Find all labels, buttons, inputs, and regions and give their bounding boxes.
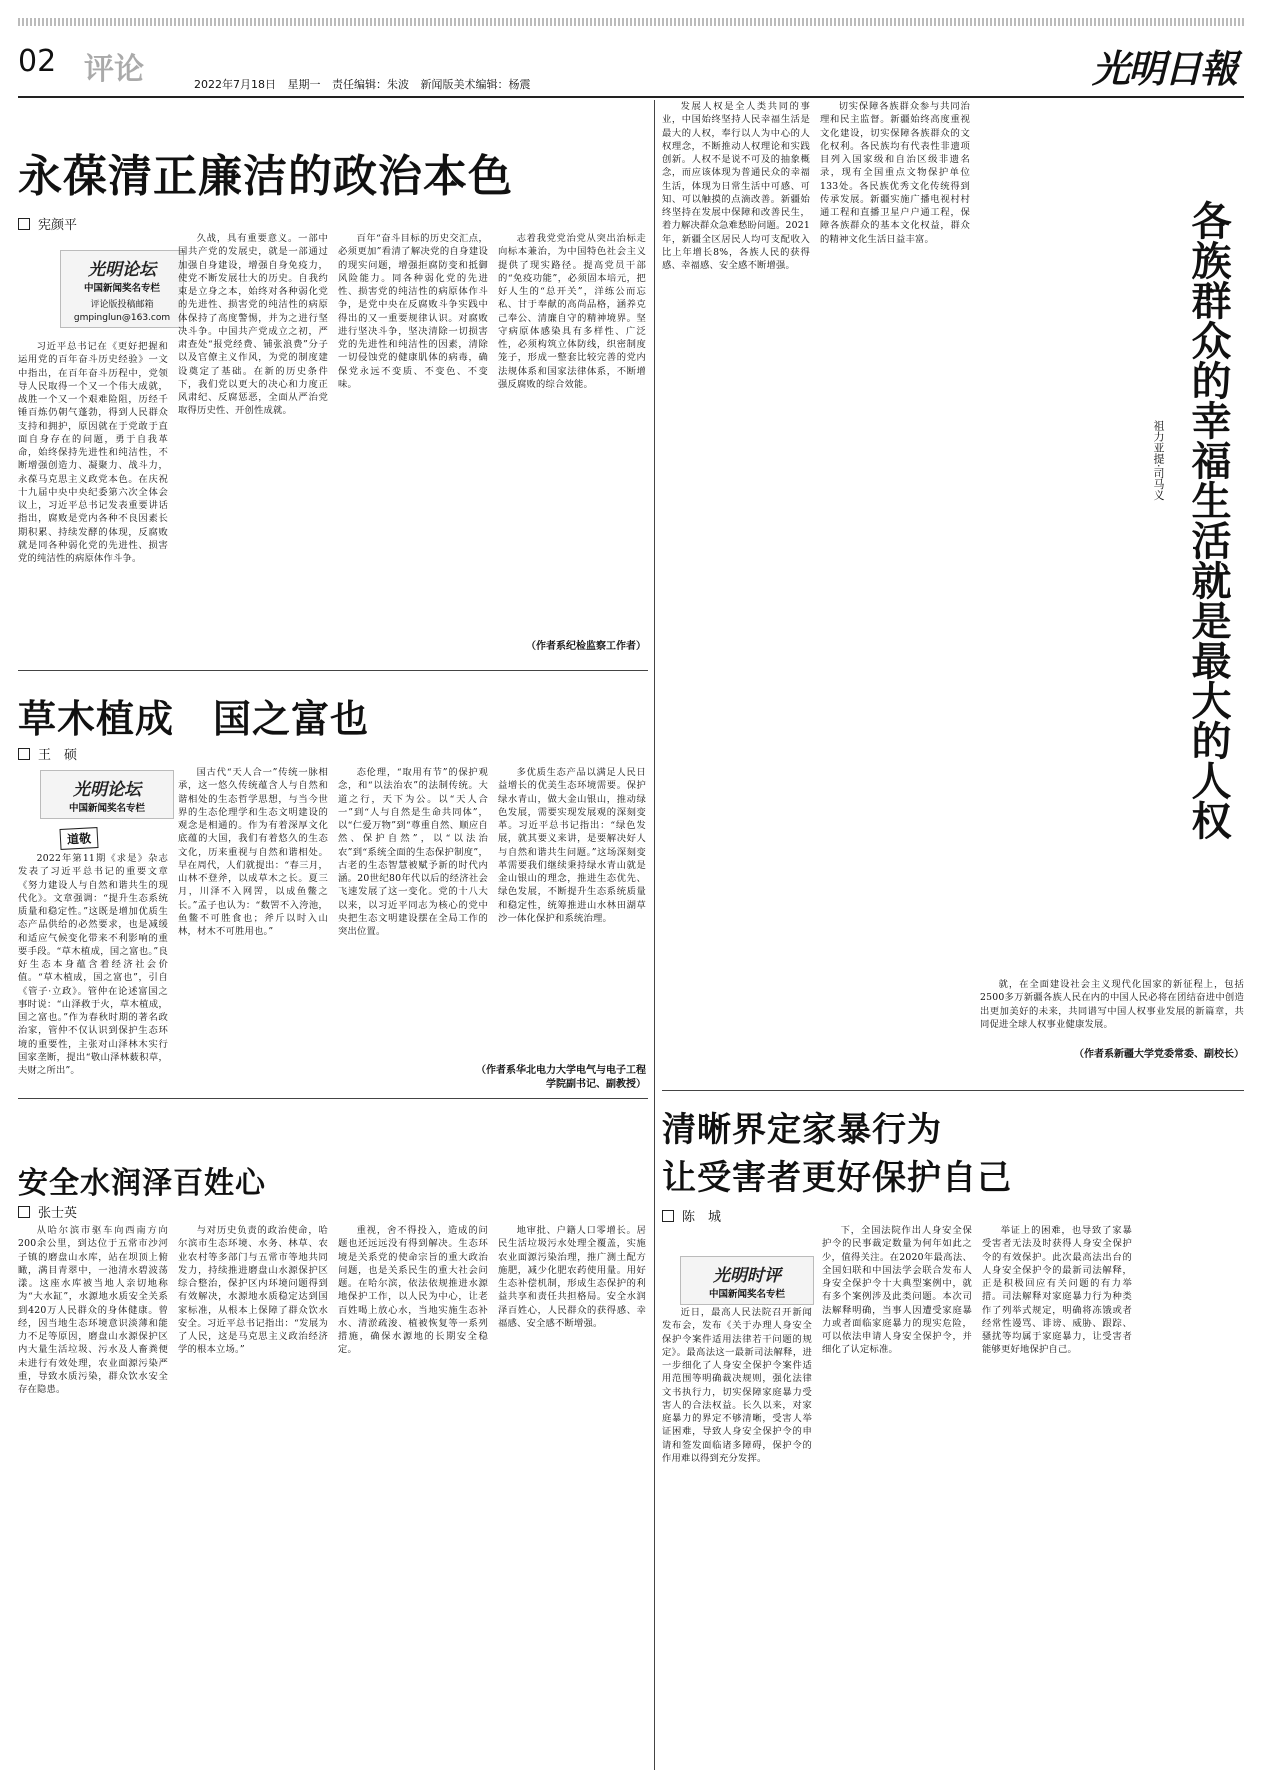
forum-email-label: 评论版投稿邮箱 bbox=[90, 300, 154, 310]
header-rule bbox=[18, 96, 1244, 98]
commentary-box bbox=[680, 1256, 814, 1305]
article4-col2: 切实保障各族群众参与共同治理和民主监督。新疆始终高度重视文化建设，切实保障各族群众的文化权利。各民族均有代表性非遗项目列入国家级和自治区级非遗名录，现有全国重点文物保护单位133处。各民族优秀文化传统得到传承发展。新疆实施广播电视村村通工程和直播卫星户户通工程，保障各族群众的基本文化权益，群众的精神文化生活日益丰富。 bbox=[820, 101, 970, 245]
center-vertical-rule bbox=[654, 100, 655, 1770]
art-editor: 新闻版美术编辑：杨震 bbox=[420, 78, 531, 91]
issue-date: 2022年7月18日 bbox=[194, 78, 276, 91]
forum-box-2 bbox=[40, 770, 174, 819]
section-title: 评论 bbox=[84, 52, 144, 87]
divider-a1 bbox=[18, 670, 648, 671]
article3-headline: 安全水润泽百姓心 bbox=[18, 1166, 266, 1201]
article4-col3: 就，在全面建设社会主义现代化国家的新征程上，包括2500多万新疆各族人民在内的中国人民必将在团结奋进中创造出更加美好的未来，共同谱写中国人权事业发展的新篇章，共同促进全球人权事业健康发展。 bbox=[980, 979, 1244, 1030]
article1-col2: 久战，具有重要意义。一部中国共产党的发展史，就是一部通过加强自身建设，增强自身免疫力，使党不断发展壮大的历史。自我约束是立身之本，始终对各种弱化党的先进性、损害党的纯洁性的病原体保持了高度警惕，并为之进行坚决斗争。中国共产党成立之初，严肃查处“报党经费、铺张浪费”分子以及官僚主义作风，为党的制度建设奠定了基础。在新的历史条件下，我们党以更大的决心和力度正风肃纪、反腐惩恶，全面从严治党取得历史性、开创性成就。 bbox=[178, 233, 328, 417]
forum-subtitle: 中国新闻奖名专栏 bbox=[68, 803, 145, 814]
article2-headline: 草木植成 国之富也 bbox=[18, 697, 370, 741]
article1-byline: （作者系纪检监察工作者） bbox=[526, 641, 646, 652]
article5-headline-line2: 让受害者更好保护自己 bbox=[662, 1158, 1012, 1198]
article2-col1: 2022年第11期《求是》杂志发表了习近平总书记的重要文章《努力建设人与自然和谐共生的现代化》。文章强调：“提升生态系统质量和稳定性。”这既是增加优质生态产品供给的必然要求，也是减缓和适应气候变化带来不利影响的重要手段。“草木植成，国之富也。”良好生态本身蕴含着经济社会价值。“草木植成，国之富也”，引自《管子·立政》。管仲在论述富国之事时说：“山泽救于火，草木植成，国之富也。”作为春秋时期的著名政治家，管仲不仅认识到保护生态环境的重要性，主张对山泽林木实行国家垄断，提出“敬山泽林薮积草，夫财之所出”。 bbox=[18, 853, 168, 1076]
article5-headline-line1: 清晰界定家暴行为 bbox=[662, 1110, 942, 1150]
forum-subtitle: 中国新闻奖名专栏 bbox=[83, 283, 160, 294]
divider-a2 bbox=[18, 1098, 648, 1099]
article2-byline: （作者系华北电力大学电气与电子工程学院副书记、副教授） bbox=[476, 1065, 646, 1090]
commentary-title: 光明时评 bbox=[713, 1266, 781, 1286]
forum-box-1 bbox=[60, 250, 184, 328]
article3-col1: 从哈尔滨市驱车向西南方向200余公里，到达位于五常市沙河子镇的磨盘山水库，站在坝顶上俯瞰，满目青翠中，一池清水碧波荡漾。这座水库被当地人亲切地称为“大水缸”，水源地水质安全关系到420万人民群众的身体健康。曾经，因当地生态环境意识淡薄和能力不足等原因，磨盘山水源保护区内大量生活垃圾、污水及人畜粪便未进行有效处理，农业面源污染严重，导致水质污染，群众饮水安全存在隐患。 bbox=[18, 1225, 168, 1395]
forum-email: gmpinglun@163.com bbox=[73, 313, 171, 323]
article2-col2: 国古代“天人合一”传统一脉相承，这一悠久传统蕴含人与自然和谐相处的生态哲学思想，与当今世界的生态伦理学和生态文明建设的观念是相通的。作为有着深厚文化底蕴的大国，我们有着悠久的生态文化，历来重视与自然和谐相处。早在周代，人们就提出：“春三月，山林不登斧，以成草木之长。夏三月，川泽不入网罟，以成鱼鳖之长。”孟子也认为：“数罟不入洿池，鱼鳖不可胜食也；斧斤以时入山林，材木不可胜用也。” bbox=[178, 767, 328, 937]
newspaper-masthead: 光明日報 bbox=[1092, 46, 1237, 91]
responsible-editor: 责任编辑：朱波 bbox=[332, 78, 409, 91]
forum-title: 光明论坛 bbox=[88, 260, 156, 280]
article3-col4: 地审批、户籍人口零增长。居民生活垃圾污水处理全覆盖，实施农业面源污染治理，推广测土配方施肥，减少化肥农药使用量。用好生态补偿机制，形成生态保护的利益共享和责任共担格局。安全水润泽百姓心，人民群众的获得感、幸福感、安全感不断增强。 bbox=[498, 1225, 646, 1329]
article3-col2: 与对历史负责的政治使命，哈尔滨市生态环境、水务、林草、农业农村等多部门与五常市等地共同发力，持续推进磨盘山水源保护区综合整治，保护区内环境问题得到有效解决，水源地水质稳定达到国家标准，从根本上保障了群众饮水安全。习近平总书记指出：“发展为了人民，这是马克思主义政治经济学的根本立场。” bbox=[178, 1225, 328, 1356]
article3-author: 张士英 bbox=[18, 1202, 77, 1221]
top-pattern-bar bbox=[18, 18, 1244, 26]
article1-col3: 百年“奋斗目标的历史交汇点，必须更加”看清了解决党的自身建设的现实问题，增强拒腐防变和抵御风险能力。同各种弱化党的先进性、损害党的纯洁性的病原体作斗争，是党中央在反腐败斗争实践中得出的又一重要规律认识。对腐败进行坚决斗争，坚决清除一切损害党的先进性和纯洁性的因素，清除一切侵蚀党的健康肌体的病毒，确保党永远不变质、不变色、不变味。 bbox=[338, 233, 488, 390]
commentary-subtitle: 中国新闻奖名专栏 bbox=[708, 1289, 785, 1300]
divider-a4 bbox=[662, 1090, 1244, 1091]
article5-author: 陈 城 bbox=[662, 1206, 721, 1225]
article1-author: 宪颜平 bbox=[18, 214, 77, 233]
article2-stamp: 道敬 bbox=[60, 828, 98, 849]
article5-col3: 举证上的困难，也导致了家暴受害者无法及时获得人身安全保护令的有效保护。此次最高法出台的人身安全保护令的最新司法解释，正是积极回应有关问题的有力举措。司法解释对家庭暴力行为种类作了列举式规定，明确将冻饿或者经常性谩骂、诽谤、威胁、跟踪、骚扰等均属于家庭暴力，让受害者能够更好地保护自己。 bbox=[982, 1225, 1132, 1356]
article1-col4: 志着我党党治党从突出治标走向标本兼治，为中国特色社会主义提供了现实路径。提高党员干部的“免疫功能”，必须固本培元，把好人生的“总开关”，洋练公而忘私、甘于奉献的高尚品格，涵养克己奉公、清廉自守的精神境界。坚守病原体感染具有多样性、广泛性，必须构筑立体防线，织密制度笼子，形成一整套比较完善的党内法规体系和国家法律体系，不断增强反腐败的综合效能。 bbox=[498, 233, 646, 390]
forum-title: 光明论坛 bbox=[73, 780, 141, 800]
header-info bbox=[194, 76, 539, 92]
article4-headline: 各族群众的幸福生活就是最大的人权 bbox=[1185, 200, 1231, 840]
article5-col1: 近日，最高人民法院召开新闻发布会，发布《关于办理人身安全保护令案件适用法律若干问题的规定》。最高法这一最新司法解释，进一步细化了人身安全保护令案件适用范围等明确裁决规则，强化法律文书执行力，切实保障家庭暴力受害人的合法权益。长久以来，对家庭暴力的界定不够清晰，受害人举证困难，导致人身安全保护令的申请和签发面临诸多障碍，保护令的作用难以得到充分发挥。 bbox=[662, 1307, 812, 1464]
article1-col1: 习近平总书记在《更好把握和运用党的百年奋斗历史经验》一文中指出，在百年奋斗历程中，党领导人民取得一个又一个伟大成就，战胜一个又一个艰难险阻，历经千锤百炼仍朝气蓬勃，得到人民群众支持和拥护，原因就在于党敢于直面自身存在的问题，勇于自我革命，始终保持先进性和纯洁性，不断增强创造力、凝聚力、战斗力，永葆马克思主义政党本色。在庆祝十九届中央中央纪委第六次全体会议上，习近平总书记发表重要讲话指出，腐败是党内各种不良因素长期积累、持续发酵的体现，反腐败就是同各种弱化党的先进性、损害党的纯洁性的病原体作斗争。 bbox=[18, 341, 168, 564]
article2-col3: 态伦理，“取用有节”的保护观念，和“以法治农”的法制传统。大道之行，天下为公。以“天人合一”到“人与自然是生命共同体”，以“仁爱万物”到“尊重自然、顺应自然、保护自然”，以“以法治农”到“系统全面的生态保护制度”，古老的生态智慧被赋予新的时代内涵。20世纪80年代以后的经济社会飞速发展了这一变化。党的十八大以来，以习近平同志为核心的党中央把生态文明建设摆在全局工作的突出位置。 bbox=[338, 767, 488, 937]
article4-col1: 发展人权是全人类共同的事业，中国始终坚持人民幸福生活是最大的人权，奉行以人为中心的人权理念，不断推动人权理论和实践创新。人权不是说不可及的抽象概念，而应该体现为普通民众的幸福生活，体现为日常生活中可感、可知、可以触摸的点滴改善。新疆始终坚持在发展中保障和改善民生，着力解决群众急难愁盼问题。2021年，新疆全区居民人均可支配收入比上年增长8%，各族人民的获得感、幸福感、安全感不断增强。 bbox=[662, 101, 810, 271]
article4-byline: （作者系新疆大学党委常委、副校长） bbox=[1074, 1049, 1244, 1060]
article3-col3: 重视，舍不得投入，造成的问题也还远远没有得到解决。生态环境是关系党的使命宗旨的重大政治问题，也是关系民生的重大社会问题。在哈尔滨，依法依规推进水源地保护工作，以人民为中心，让老百姓喝上放心水，当地实施生态补水、清淤疏浚、植被恢复等一系列措施，确保水源地的长期安全稳定。 bbox=[338, 1225, 488, 1356]
article5-col2: 下，全国法院作出人身安全保护令的民事裁定数量为何年如此之少，值得关注。在2020年最高法、全国妇联和中国法学会联合发布人身安全保护令十大典型案例中，就有多个案例涉及此类问题。本次司法解释明确，当事人因遭受家庭暴力或者面临家庭暴力的现实危险，可以依法申请人身安全保护令，并细化了认定标准。 bbox=[822, 1225, 972, 1356]
article2-col4: 多优质生态产品以满足人民日益增长的优美生态环境需要。保护绿水青山，做大金山银山，推动绿色发展，需要实现发展观的深刻变革。习近平总书记指出：“绿色发展，就其要义来讲，是要解决好人与自然和谐共生问题。”这场深刻变革需要我们继续秉持绿水青山就是金山银山的理念，推进生态优先、绿色发展，不断提升生态系统质量和稳定性，统筹推进山水林田湖草沙一体化保护和系统治理。 bbox=[498, 767, 646, 924]
article2-author: 王 硕 bbox=[18, 744, 77, 763]
page-number: 02 bbox=[18, 44, 57, 79]
issue-weekday: 星期一 bbox=[287, 78, 321, 91]
article4-author: 祖力亚提·司马义 bbox=[1152, 420, 1165, 501]
article1-headline: 永葆清正廉洁的政治本色 bbox=[18, 151, 513, 202]
